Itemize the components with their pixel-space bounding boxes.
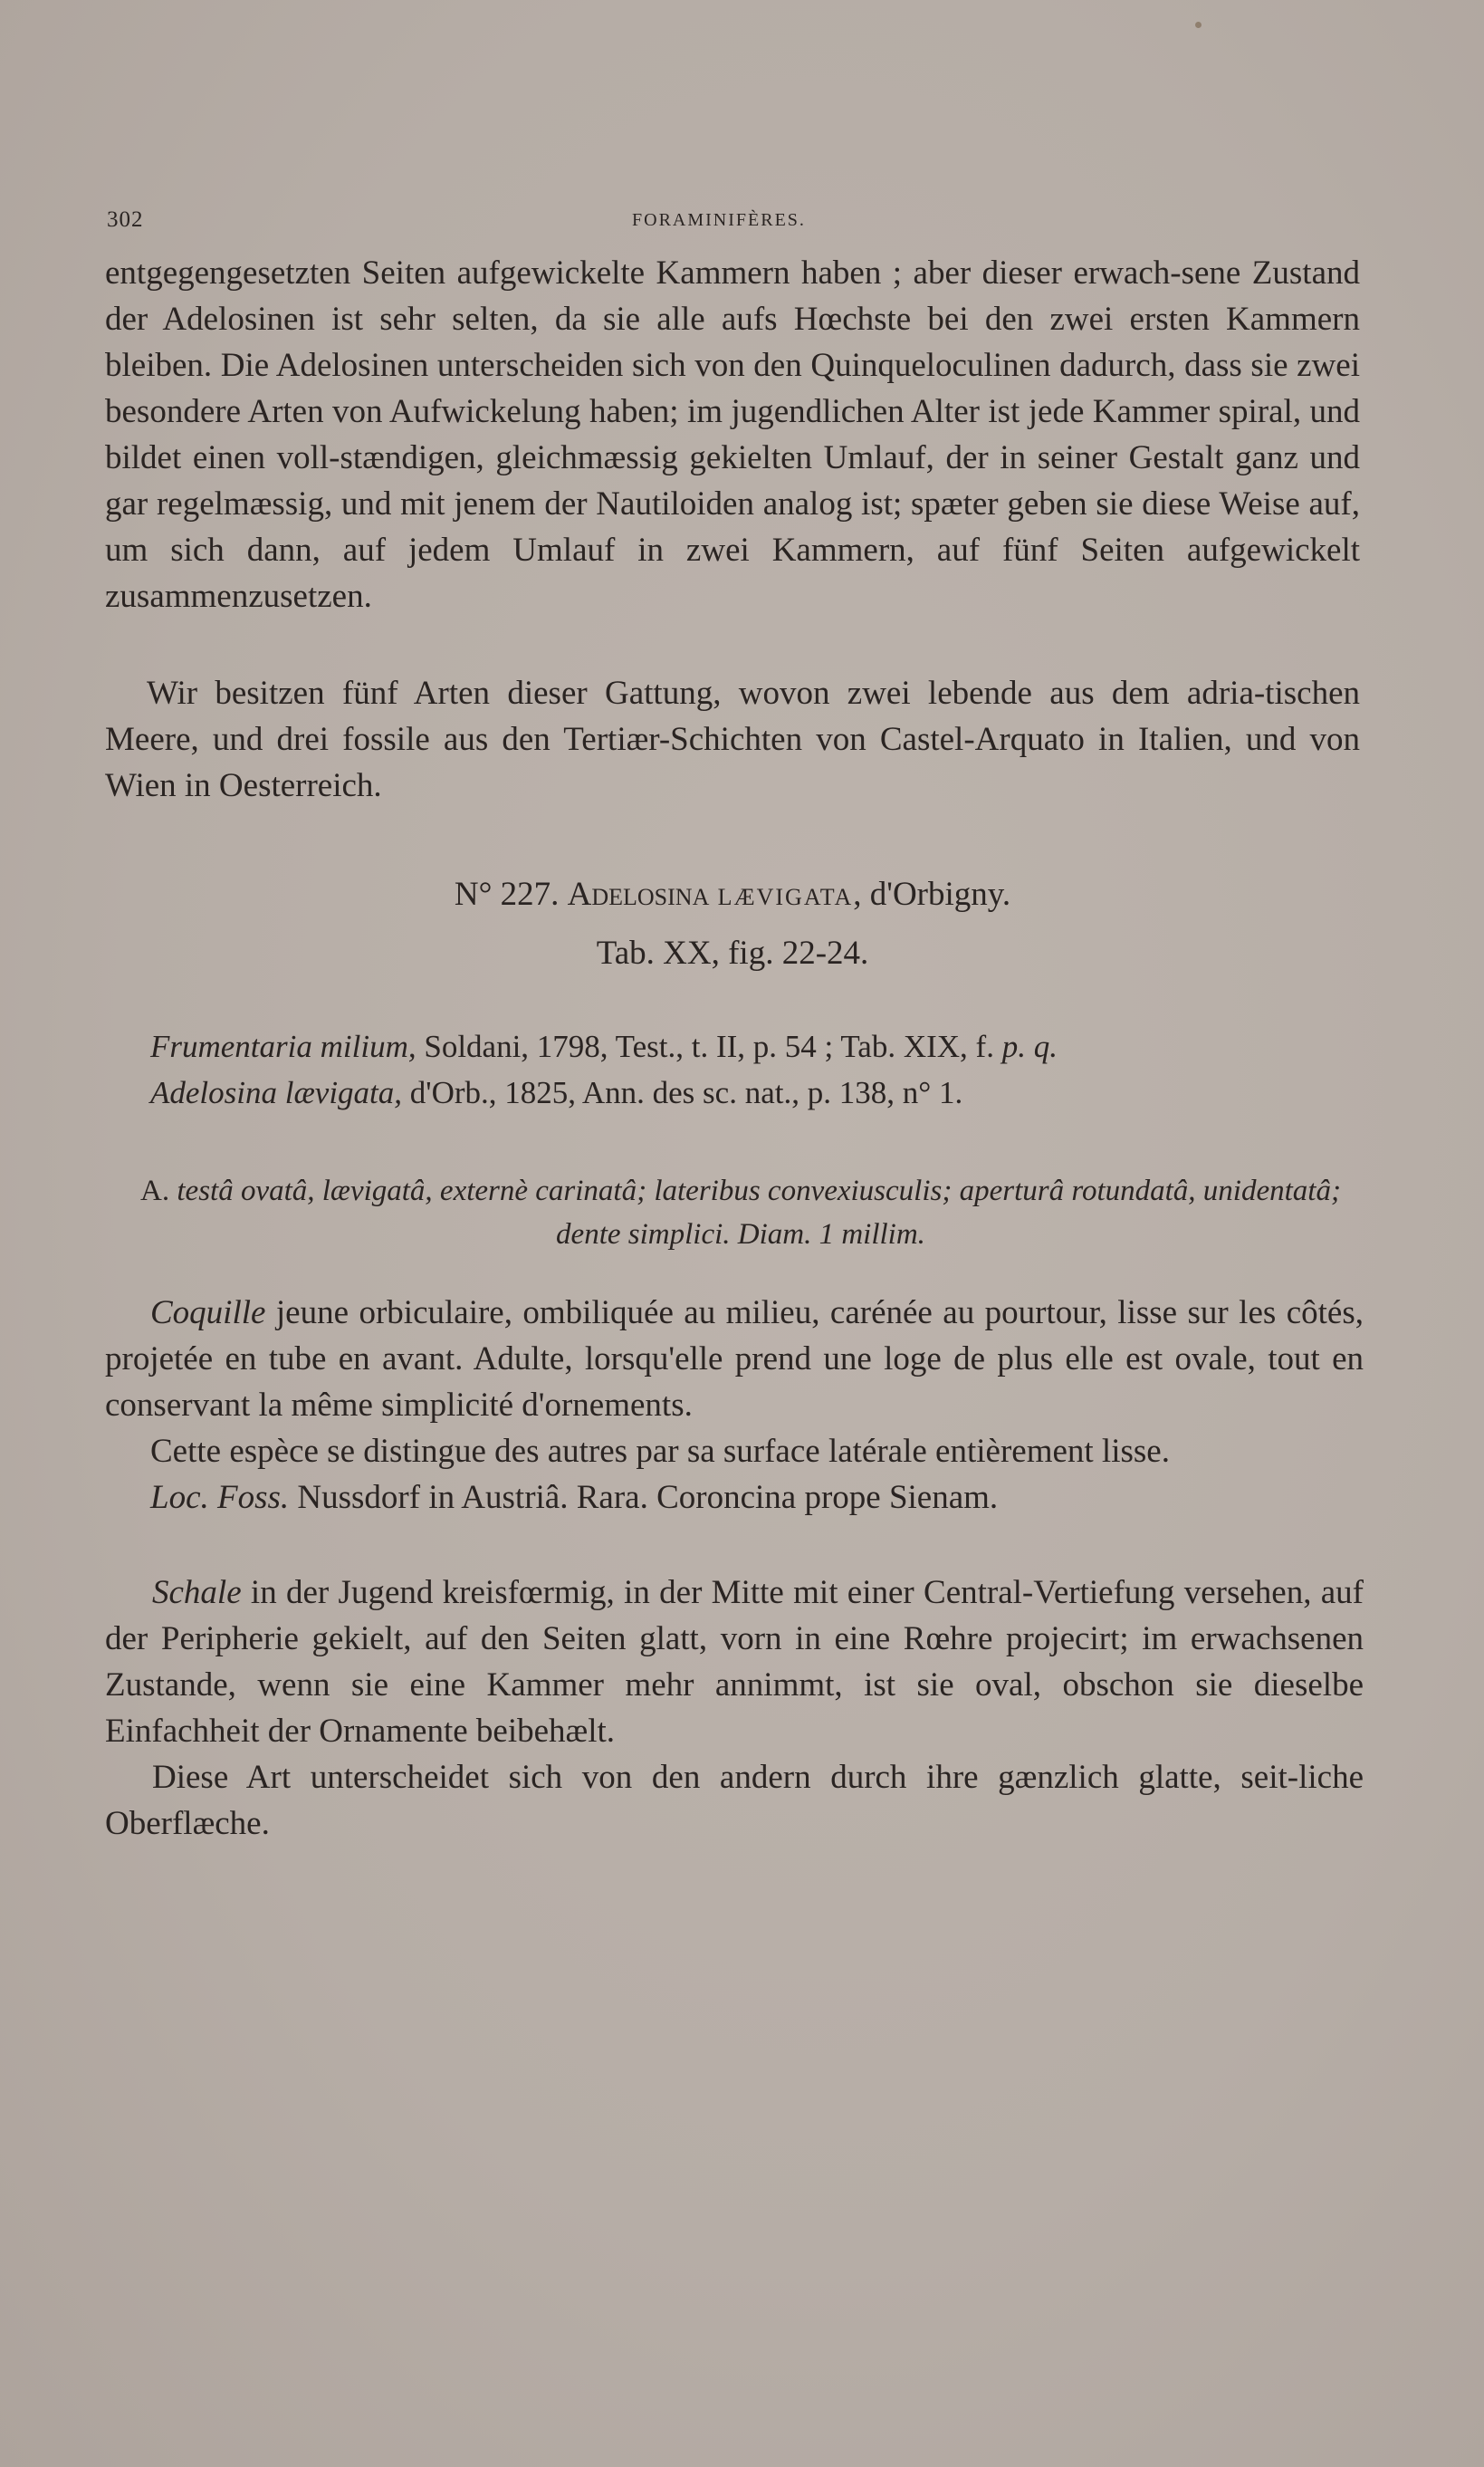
german-lead-word: Schale (152, 1574, 242, 1611)
synonym-name: Adelosina lævigata, (150, 1075, 403, 1110)
paper-speck (1195, 22, 1202, 28)
paragraph-french-description (105, 1290, 1364, 1428)
species-number: N° 227. (454, 876, 560, 913)
french-description-text: jeune orbiculaire, ombiliquée au milieu, carénée au pourtour, lisse sur les côtés, projetée en tube en avant. Adulte, lorsqu'elle prend une loge de plus elle est ovale, tout en conservant la même simplicité d'ornements. (105, 1294, 1364, 1424)
paragraph-german-distinction: Diese Art unterscheidet sich von den andern durch ihre gænzlich glatte, seit-liche Oberflæche. (105, 1759, 1364, 1842)
species-author: , d'Orbigny. (853, 876, 1011, 913)
plate-reference: Tab. XX, fig. 22-24. (596, 935, 869, 972)
paragraph-german-description (105, 1569, 1364, 1754)
synonym-name: Frumentaria milium, (150, 1029, 416, 1064)
french-lead-word: Coquille (150, 1294, 266, 1331)
diagnosis-text: testâ ovatâ, lævigatâ, externè carinatâ; lateribus convexiusculis; aperturâ rotundatâ, unidentatâ; dente simplici. Diam. 1 millim. (169, 1175, 1341, 1251)
synonym-line (150, 1075, 1355, 1111)
species-title (105, 875, 1360, 914)
diagnosis-letter: A. (140, 1175, 170, 1207)
synonym-line (150, 1029, 1355, 1065)
synonym-figure: p. q. (1001, 1029, 1058, 1064)
latin-diagnosis (116, 1169, 1365, 1256)
page-header (107, 207, 1358, 235)
german-description-text: in der Jugend kreisfœrmig, in der Mitte mit einer Central-Vertiefung versehen, auf der Peripherie gekielt, auf den Seiten glatt, vorn in eine Rœhre projecirt; im erwachsenen Zustande, wenn sie eine Kammer mehr annimmt, ist sie oval, obschon sie dieselbe Einfachheit der Ornamente beibehælt. (105, 1574, 1364, 1750)
species-genus: Adelosina (567, 876, 710, 913)
species-epithet: LÆVIGATA (717, 884, 854, 910)
paragraph-french-locality (150, 1474, 1364, 1521)
synonym-reference: Soldani, 1798, Test., t. II, p. 54 ; Tab. XIX, f. (416, 1029, 1002, 1064)
paragraph-french-distinction: Cette espèce se distingue des autres par sa surface latérale entièrement lisse. (150, 1433, 1170, 1470)
synonym-reference: d'Orb., 1825, Ann. des sc. nat., p. 138, n° 1. (402, 1075, 963, 1110)
locality-label: Loc. Foss. (150, 1479, 290, 1516)
page-number: 302 (107, 207, 144, 232)
paragraph-german-species-count: Wir besitzen fünf Arten dieser Gattung, wovon zwei lebende aus dem adria-tischen Meere, und drei fossile aus den Tertiær-Schichten von Castel-Arquato in Italien, und von Wien in Oesterreich. (105, 675, 1360, 804)
running-head: FORAMINIFÈRES. (632, 210, 806, 230)
locality-text: Nussdorf in Austriâ. Rara. Coroncina prope Sienam. (289, 1479, 999, 1516)
paragraph-german-genus-description: entgegengesetzten Seiten aufgewickelte Kammern haben ; aber dieser erwach-sene Zustand der Adelosinen ist sehr selten, da sie alle aufs Hœchste bei den zwei ersten Kammern bleiben. Die Adelosinen unterscheiden sich von den Quinqueloculinen dadurch, dass sie zwei besondere Arten von Aufwickelung haben; im jugendlichen Alter ist jede Kammer spiral, und bildet einen voll-stændigen, gleichmæssig gekielten Umlauf, der in seiner Gestalt ganz und gar regelmæssig, und mit jenem der Nautiloiden analog ist; spæter geben sie diese Weise auf, um sich dann, auf jedem Umlauf in zwei Kammern, auf fünf Seiten aufgewickelt zusammenzusetzen. (105, 254, 1360, 615)
